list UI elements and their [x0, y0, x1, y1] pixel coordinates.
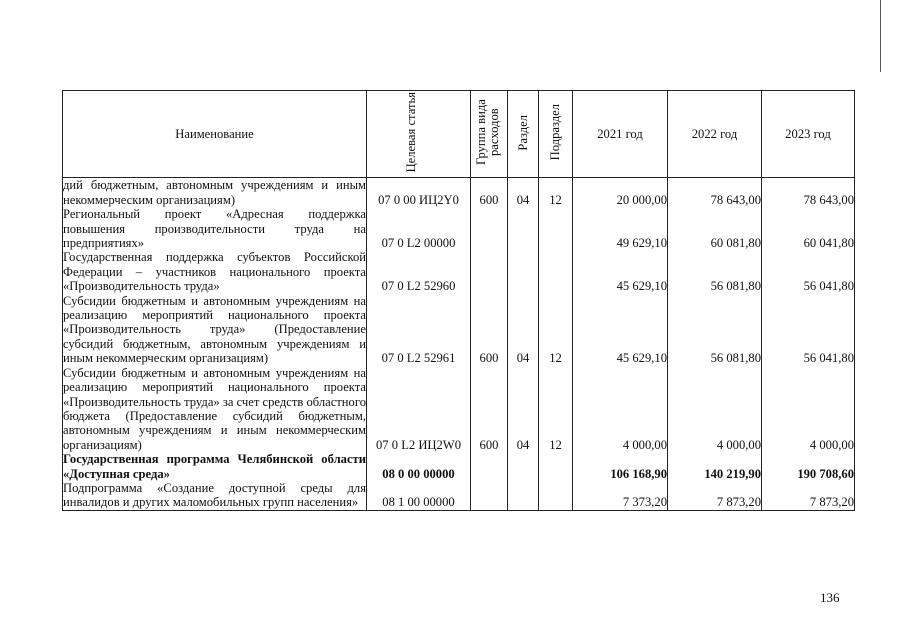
row-expense-group: 600 [471, 294, 508, 366]
row-value-2023: 78 643,00 [762, 178, 855, 207]
row-name: Подпрограмма «Создание доступной среды для инвалидов и других маломобильных групп населения» [63, 480, 366, 510]
row-name: Субсидии бюджетным и автономным учреждениям на реализацию мероприятий национального проекта «Производительность труда» за счет средств областного бюджета (Предоставление субсидий бюджетным, автономным учреждениям и иным некоммерческим организациям) [63, 365, 366, 452]
row-name: дий бюджетным, автономным учреждениям и иным некоммерческим организациям) [63, 178, 366, 207]
table-row [63, 366, 855, 452]
table-row-program [63, 452, 855, 481]
row-value-2023: 60 041,80 [762, 207, 855, 250]
row-subsection: 12 [539, 294, 573, 366]
row-expense-group [471, 250, 508, 293]
row-value-2022: 78 643,00 [668, 178, 762, 207]
page-number: 136 [820, 590, 840, 605]
row-value-2021: 7 373,20 [573, 481, 668, 510]
header-name: Наименование [63, 91, 367, 178]
row-value-2021: 4 000,00 [573, 366, 668, 452]
row-expense-group: 600 [471, 178, 508, 207]
row-expense-group [471, 481, 508, 510]
row-expense-group [471, 207, 508, 250]
row-section [508, 207, 539, 250]
row-value-2022: 140 219,90 [668, 452, 762, 481]
row-value-2022: 7 873,20 [668, 481, 762, 510]
row-value-2022: 56 081,80 [668, 294, 762, 366]
header-target-article [367, 91, 471, 178]
row-target-code: 08 1 00 00000 [367, 481, 471, 510]
page-edge-line [880, 0, 881, 72]
header-year-2021: 2021 год [573, 91, 668, 178]
row-name: Субсидии бюджетным и автономным учреждениям на реализацию мероприятий национального проекта «Производительность труда» (Предоставление субсидий бюджетным, автономным учреждениям и иным некоммерческим организациям) [63, 293, 366, 366]
row-section: 04 [508, 178, 539, 207]
row-value-2021: 45 629,10 [573, 250, 668, 293]
row-value-2021: 20 000,00 [573, 178, 668, 207]
header-year-2023: 2023 год [762, 91, 855, 178]
row-value-2023: 4 000,00 [762, 366, 855, 452]
row-expense-group [471, 452, 508, 481]
table-row [63, 178, 855, 207]
table-row [63, 294, 855, 366]
row-expense-group: 600 [471, 366, 508, 452]
table-row [63, 207, 855, 250]
table-row [63, 481, 855, 510]
row-subsection [539, 452, 573, 481]
row-value-2022: 60 081,80 [668, 207, 762, 250]
table-header-row [63, 91, 855, 178]
header-section-label: Раздел [515, 114, 530, 151]
header-subsection [539, 91, 573, 178]
row-value-2023: 56 041,80 [762, 250, 855, 293]
row-section [508, 481, 539, 510]
header-section [508, 91, 539, 178]
table-row [63, 250, 855, 293]
row-subsection [539, 250, 573, 293]
budget-table [62, 90, 855, 511]
row-section [508, 452, 539, 481]
row-subsection: 12 [539, 366, 573, 452]
row-section [508, 250, 539, 293]
row-name: Государственная поддержка субъектов Российской Федерации – участников национального проекта «Производительность труда» [63, 250, 366, 294]
row-section: 04 [508, 294, 539, 366]
row-target-code: 08 0 00 00000 [367, 452, 471, 481]
row-name: Региональный проект «Адресная поддержка повышения производительности труда на предприятиях» [63, 207, 366, 251]
row-value-2021: 45 629,10 [573, 294, 668, 366]
header-expense-group [471, 91, 508, 178]
row-section: 04 [508, 366, 539, 452]
row-value-2023: 7 873,20 [762, 481, 855, 510]
row-value-2021: 49 629,10 [573, 207, 668, 250]
row-name: Государственная программа Челябинской области «Доступная среда» [63, 452, 366, 481]
row-target-code: 07 0 L2 ИЦ2W0 [367, 366, 471, 452]
row-value-2023: 56 041,80 [762, 294, 855, 366]
header-target-article-label: Целевая статья [403, 92, 418, 173]
row-subsection [539, 481, 573, 510]
header-expense-group-label: Группа вида расходов [474, 99, 501, 166]
row-subsection [539, 207, 573, 250]
row-target-code: 07 0 L2 00000 [367, 207, 471, 250]
row-value-2021: 106 168,90 [573, 452, 668, 481]
row-target-code: 07 0 L2 52960 [367, 250, 471, 293]
row-target-code: 07 0 00 ИЦ2Y0 [367, 178, 471, 207]
row-value-2022: 4 000,00 [668, 366, 762, 452]
row-target-code: 07 0 L2 52961 [367, 294, 471, 366]
row-subsection: 12 [539, 178, 573, 207]
header-year-2022: 2022 год [668, 91, 762, 178]
row-value-2022: 56 081,80 [668, 250, 762, 293]
row-value-2023: 190 708,60 [762, 452, 855, 481]
header-subsection-label: Подраздел [548, 104, 562, 161]
